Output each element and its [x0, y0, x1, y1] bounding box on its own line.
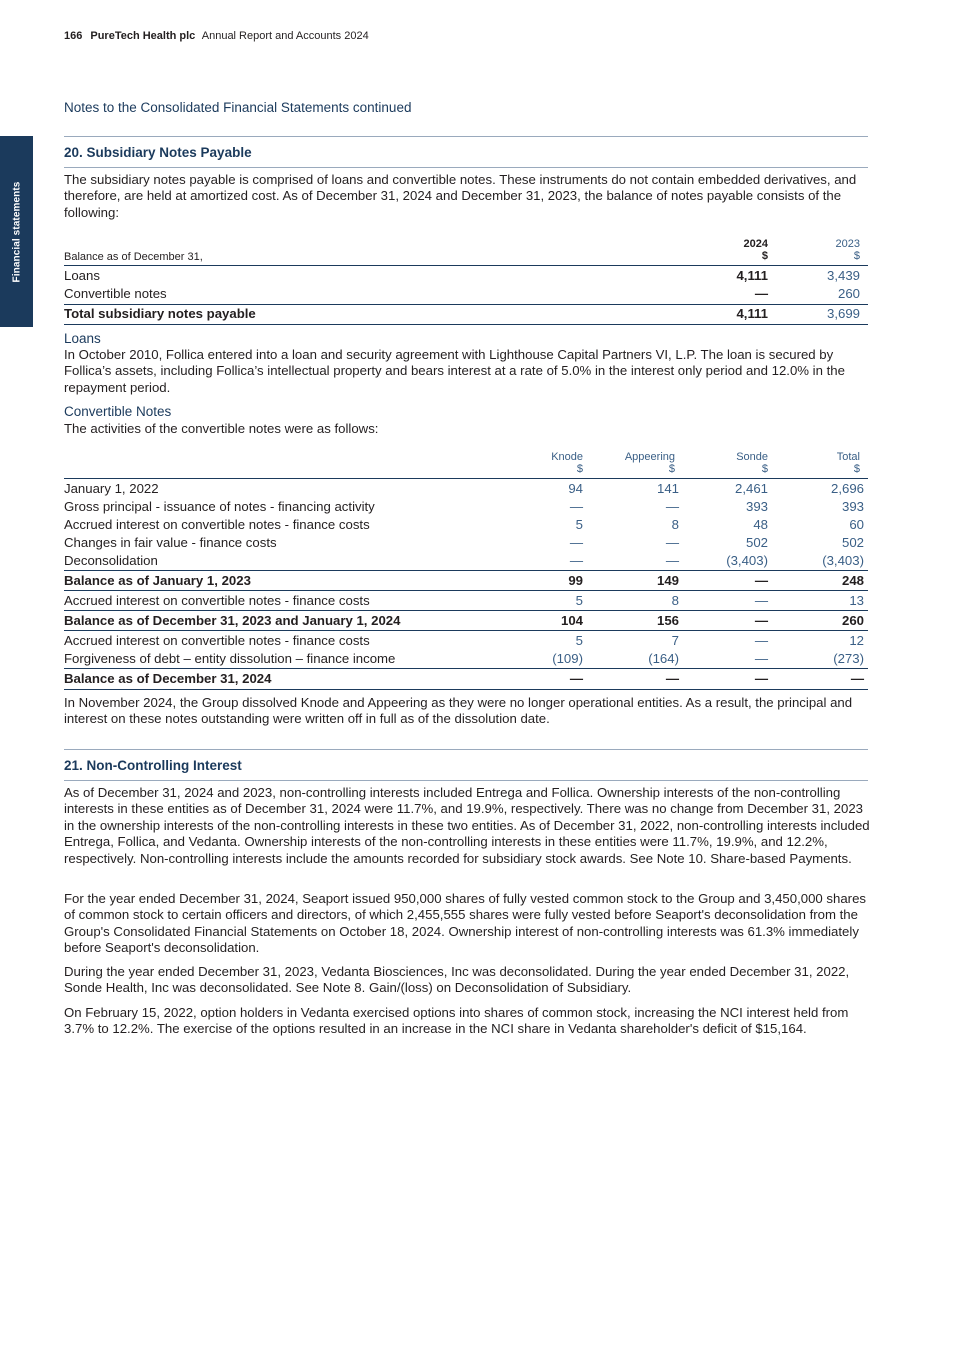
value-2024: 4,111 — [736, 268, 768, 283]
value-total: 260 — [841, 613, 864, 628]
col-appeering-header — [604, 451, 675, 475]
value-total: 502 — [841, 535, 864, 550]
col-appeering-name: Appeering — [624, 451, 675, 463]
row-label: Accrued interest on convertible notes - finance costs — [64, 633, 370, 648]
col-total-header — [796, 451, 860, 475]
value-total: (3,403) — [822, 553, 864, 568]
col-sonde-name: Sonde — [736, 451, 768, 463]
table-subtotal-row — [64, 670, 868, 689]
value-knode: 104 — [560, 613, 583, 628]
side-tab-label: Financial statements — [11, 181, 22, 282]
table-row — [64, 516, 868, 535]
col-total-unit: $ — [853, 463, 860, 475]
value-2024: 4,111 — [736, 306, 768, 321]
company-name: PureTech Health plc — [90, 30, 196, 42]
table-subtotal-row — [64, 612, 868, 631]
value-knode: (109) — [552, 651, 583, 666]
convertible-notes-heading: Convertible Notes — [64, 404, 172, 419]
section-21-paragraph-4: On February 15, 2022, option holders in Vedanta exercised options into shares of common stock, increasing the NCI interest held from 3.7% to 12.2%. The exercise of the options resulted in an increase in the NCI share in Vedanta shareholder's deficit of $15,164. — [64, 1005, 849, 1037]
col-sonde-header — [704, 451, 768, 475]
row-label: Changes in fair value - finance costs — [64, 535, 277, 550]
value-2024: — — [754, 286, 768, 301]
value-sonde: — — [754, 633, 768, 648]
value-appeering: — — [665, 671, 679, 686]
page-number: 166 — [64, 30, 83, 42]
notes-payable-table — [64, 236, 868, 326]
value-sonde: — — [754, 671, 768, 686]
value-total: 2,696 — [830, 481, 864, 496]
section-21-paragraph-2: For the year ended December 31, 2024, Seaport issued 950,000 shares of fully vested common stock to the Group and 3,450,000 shares of common stock to certain officers and directors, of which 2,455,555 shares were fully vested before Seaport's deconsolidation from the Group's Consolidated Financial Statements on October 18, 2024. Ownership interest of non-controlling interests was 61.3% immediately before Seaport's deconsolidation. — [64, 891, 866, 956]
table-row — [64, 592, 868, 611]
row-label: Accrued interest on convertible notes - finance costs — [64, 517, 370, 532]
value-total: — — [850, 671, 864, 686]
value-knode: — — [569, 553, 583, 568]
value-appeering: — — [665, 535, 679, 550]
loans-text: In October 2010, Follica entered into a loan and security agreement with Lighthouse Capital Partners VI, L.P. The loan is secured by Follica’s assets, including Follica’s intellectual property and bears interest at a rate of 5.0% in the interest only period and 12.0% in the repayment period. — [64, 347, 845, 395]
value-sonde: 393 — [745, 499, 768, 514]
col-2023-year: 2023 — [835, 238, 860, 250]
convertible-notes-table — [64, 448, 868, 690]
dissolution-text: In November 2024, the Group dissolved Knode and Appeering as they were no longer operational entities. As a result, the principal and interest on these notes outstanding were written off in full as of the dissolution date. — [64, 695, 853, 727]
table-total-row — [64, 305, 868, 324]
row-label: Forgiveness of debt – entity dissolution – finance income — [64, 651, 396, 666]
col-knode-header — [524, 451, 583, 475]
value-total: 12 — [849, 633, 864, 648]
section-21-heading — [64, 749, 868, 781]
value-total: (273) — [833, 651, 864, 666]
row-label: January 1, 2022 — [64, 481, 159, 496]
table-row — [64, 650, 868, 669]
value-sonde: (3,403) — [726, 553, 768, 568]
section-20-intro: The subsidiary notes payable is comprised of loans and convertible notes. These instruments do not contain embedded derivatives, and therefore, are held at amortized cost. As of December 31, 2024 and December 31, 2023, the balance of notes payable consists of the following: — [64, 172, 857, 220]
value-appeering: — — [665, 553, 679, 568]
section-20-title: 20. Subsidiary Notes Payable — [64, 144, 252, 160]
page-header — [64, 30, 369, 42]
section-20-heading — [64, 136, 868, 168]
col-2024-header — [704, 238, 768, 262]
value-sonde: 2,461 — [734, 481, 768, 496]
value-appeering: 7 — [671, 633, 679, 648]
row-label: Total subsidiary notes payable — [64, 306, 256, 321]
value-sonde: — — [754, 573, 768, 588]
col-2023-unit: $ — [853, 250, 860, 262]
value-sonde: — — [754, 593, 768, 608]
col-appeering-unit: $ — [668, 463, 675, 475]
row-label: Balance as of December 31, 2023 and January 1, 2024 — [64, 613, 401, 628]
value-2023: 3,439 — [826, 268, 860, 283]
col-sonde-unit: $ — [761, 463, 768, 475]
section-21-title: 21. Non-Controlling Interest — [64, 757, 242, 773]
value-2023: 260 — [837, 286, 860, 301]
row-label: Deconsolidation — [64, 553, 158, 568]
side-tab-financial-statements — [0, 136, 33, 327]
value-knode: — — [569, 535, 583, 550]
value-total: 60 — [849, 517, 864, 532]
value-knode: 5 — [575, 593, 583, 608]
col-2024-year: 2024 — [743, 238, 768, 250]
col-total-name: Total — [836, 451, 860, 463]
row-label: Gross principal - issuance of notes - financing activity — [64, 499, 375, 514]
row-label: Convertible notes — [64, 286, 167, 301]
table-row — [64, 285, 868, 304]
section-21-paragraph-3: During the year ended December 31, 2023, Vedanta Biosciences, Inc was deconsolidated. During the year ended December 31, 2022, Sonde Health, Inc was deconsolidated. See Note 8. Gain/(loss) on Deconsolidation of Subsidiary. — [64, 964, 850, 996]
value-appeering: 149 — [656, 573, 679, 588]
table-row — [64, 552, 868, 571]
col-2024-unit: $ — [761, 250, 768, 262]
value-2023: 3,699 — [826, 306, 860, 321]
value-knode: 5 — [575, 633, 583, 648]
table-row — [64, 498, 868, 517]
value-appeering: 8 — [671, 517, 679, 532]
table-subtotal-row — [64, 572, 868, 591]
value-sonde: 502 — [745, 535, 768, 550]
report-title: Annual Report and Accounts 2024 — [201, 30, 369, 42]
value-total: 248 — [841, 573, 864, 588]
col-knode-name: Knode — [551, 451, 583, 463]
value-sonde: — — [754, 651, 768, 666]
loans-heading: Loans — [64, 331, 101, 346]
row-label: Balance as of January 1, 2023 — [64, 573, 251, 588]
convertible-notes-intro: The activities of the convertible notes were as follows: — [64, 421, 379, 436]
table-row — [64, 632, 868, 651]
row-label: Loans — [64, 268, 100, 283]
value-knode: — — [569, 671, 583, 686]
value-appeering: 8 — [671, 593, 679, 608]
value-appeering: 141 — [656, 481, 679, 496]
value-knode: — — [569, 499, 583, 514]
notes-continued-title: Notes to the Consolidated Financial Statements continued — [64, 100, 412, 115]
value-appeering: (164) — [648, 651, 679, 666]
value-knode: 94 — [568, 481, 583, 496]
section-21-paragraph-1: As of December 31, 2024 and 2023, non-controlling interests included Entrega and Follica. Ownership interests of the non-controlling interests in these entities as of December 31, 2024 were 11.7%, and 19.9%, respectively. There was no change from December 31, 2023 in the ownership interests of the non-controlling interests in these two entities. As of December 31, 2022, non-controlling interests included Entrega, Follica, and Vedanta. Ownership interests of the non-controlling interests in these entities were 11.7%, 19.9%, and 12.2%, respectively. Non-controlling interests include the amounts recorded for subsidiary stock awards. See Note 10. Share-based Payments. — [64, 785, 870, 866]
table-caption: Balance as of December 31, — [64, 251, 203, 263]
value-total: 393 — [841, 499, 864, 514]
value-total: 13 — [849, 593, 864, 608]
table-row — [64, 534, 868, 553]
value-appeering: 156 — [656, 613, 679, 628]
col-knode-unit: $ — [576, 463, 583, 475]
value-sonde: 48 — [753, 517, 768, 532]
row-label: Accrued interest on convertible notes - finance costs — [64, 593, 370, 608]
value-sonde: — — [754, 613, 768, 628]
table-row — [64, 480, 868, 499]
table-row — [64, 267, 868, 286]
value-appeering: — — [665, 499, 679, 514]
value-knode: 99 — [568, 573, 583, 588]
col-2023-header — [796, 238, 860, 262]
value-knode: 5 — [575, 517, 583, 532]
row-label: Balance as of December 31, 2024 — [64, 671, 272, 686]
